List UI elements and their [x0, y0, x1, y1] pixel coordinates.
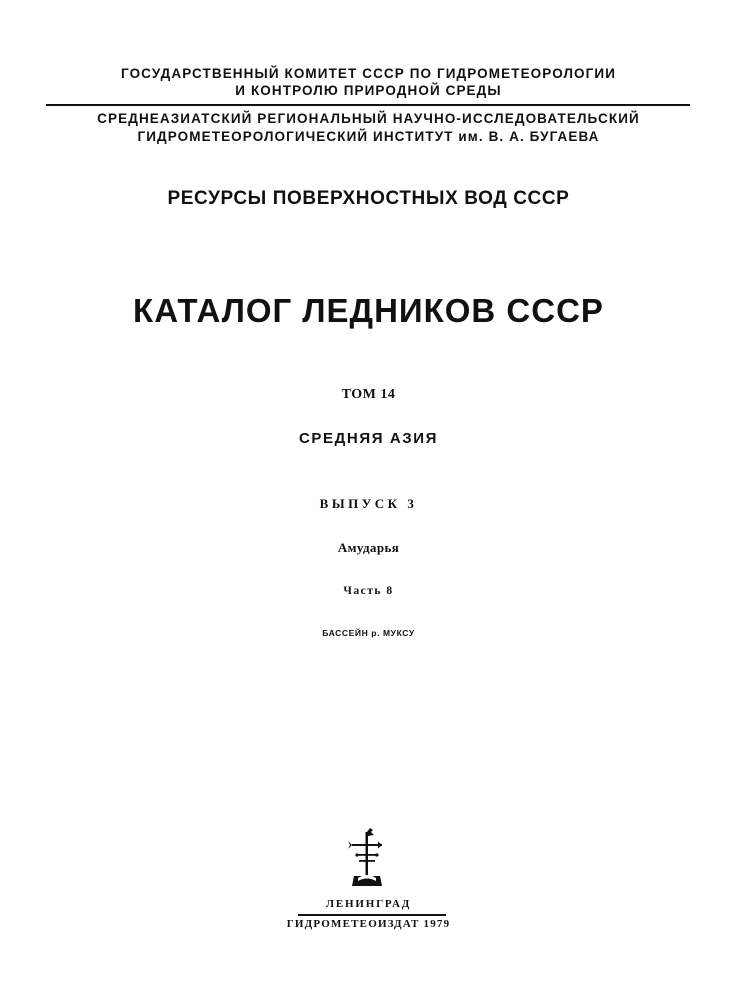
basin-name: БАССЕЙН р. МУКСУ — [322, 628, 415, 638]
institute-name-line-2: ГИДРОМЕТЕОРОЛОГИЧЕСКИЙ ИНСТИТУТ им. В. А. БУГАЕВА — [137, 129, 600, 144]
weathervane-emblem-icon — [346, 826, 388, 890]
volume-number: ТОМ 14 — [341, 387, 396, 402]
river-name: Амударья — [337, 540, 400, 555]
publication-city: ЛЕНИНГРАД — [325, 898, 412, 910]
header-divider — [46, 104, 690, 106]
catalog-title: КАТАЛОГ ЛЕДНИКОВ СССР — [133, 292, 604, 329]
publisher-and-year: ГИДРОМЕТЕОИЗДАТ 1979 — [286, 918, 451, 930]
institute-name-line-1: СРЕДНЕАЗИАТСКИЙ РЕГИОНАЛЬНЫЙ НАУЧНО-ИССЛЕДОВАТЕЛЬСКИЙ — [97, 111, 640, 126]
series-title: РЕСУРСЫ ПОВЕРХНОСТНЫХ ВОД СССР — [167, 188, 570, 209]
region-name: СРЕДНЯЯ АЗИЯ — [298, 430, 439, 447]
imprint-divider — [298, 914, 446, 916]
ministry-name-line-1: ГОСУДАРСТВЕННЫЙ КОМИТЕТ СССР ПО ГИДРОМЕТЕОРОЛОГИИ — [121, 66, 616, 81]
ministry-name-line-2: И КОНТРОЛЮ ПРИРОДНОЙ СРЕДЫ — [235, 83, 502, 98]
part-number: Часть 8 — [343, 585, 394, 597]
issue-number: ВЫПУСК 3 — [319, 496, 418, 511]
